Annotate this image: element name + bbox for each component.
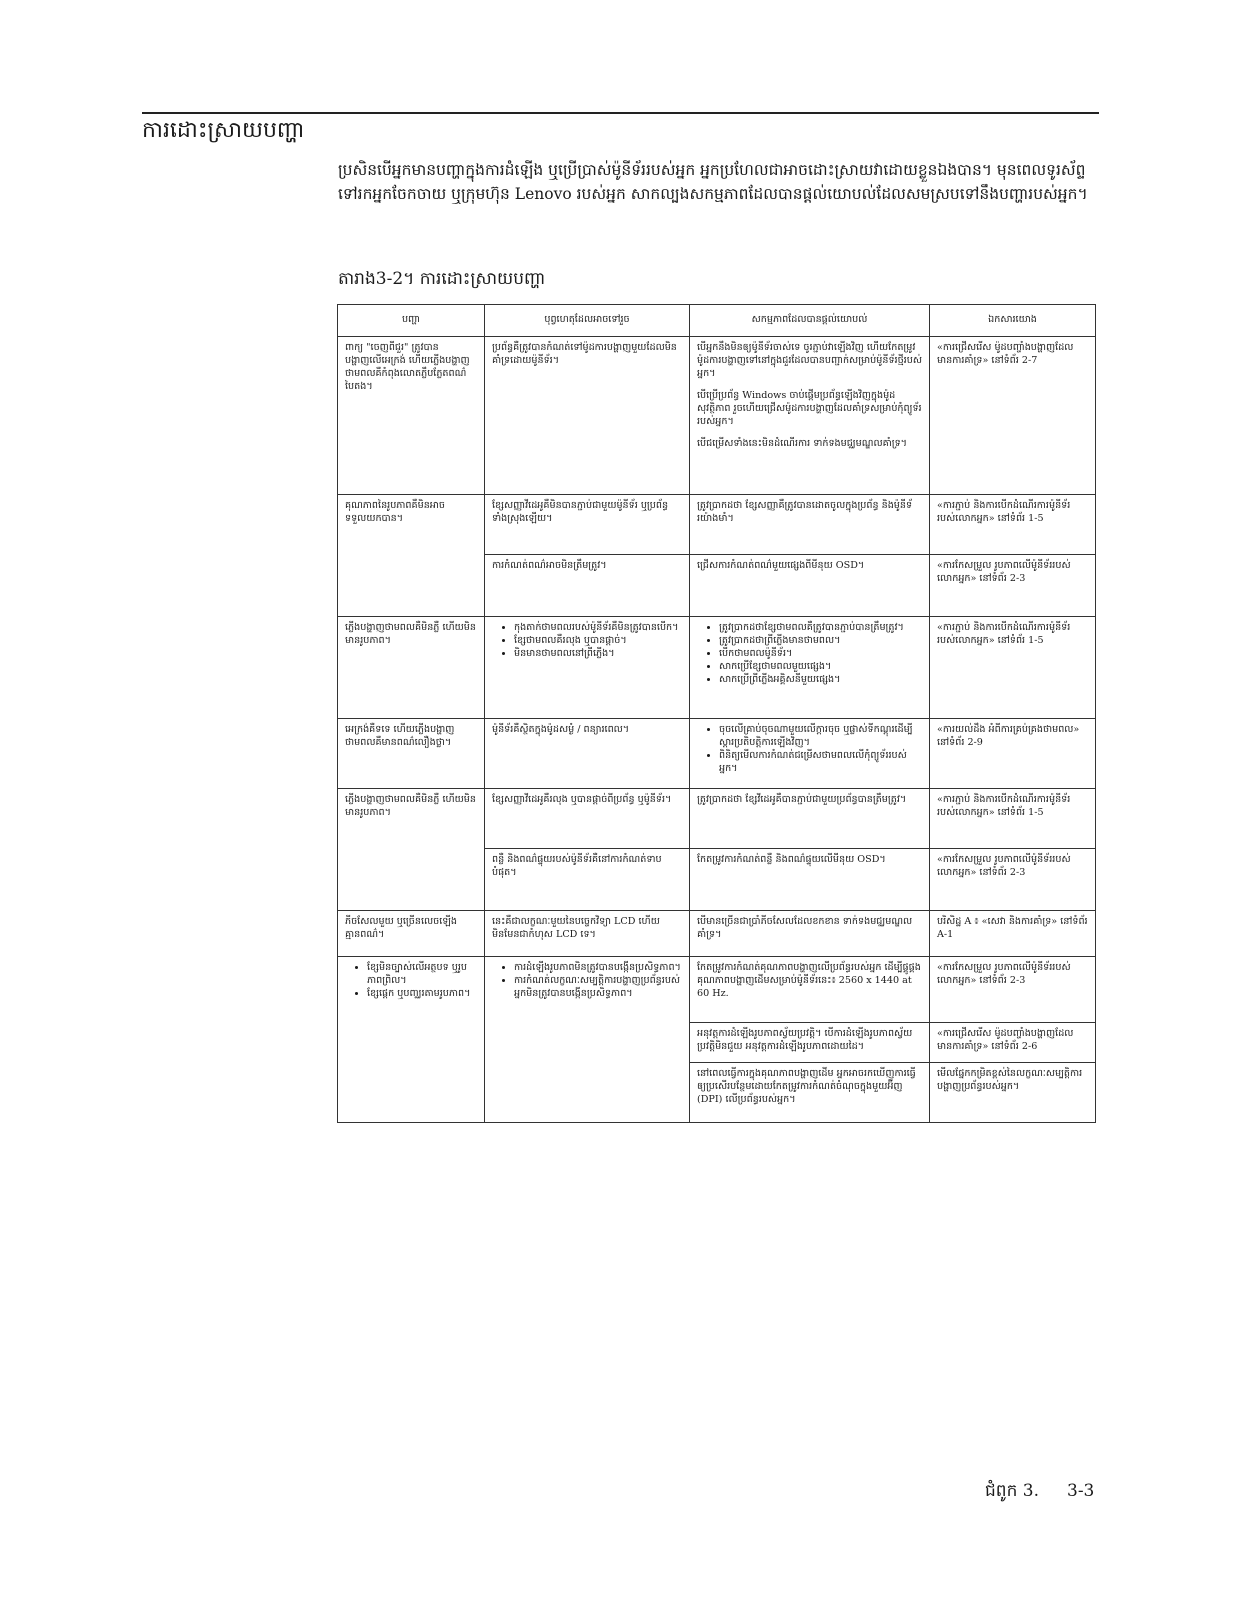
- action-bullet: • ត្រូវប្រាកដថាព្រីភ្លើងមានថាមពល។: [719, 635, 922, 648]
- problem-cell: ពាក្យ "ចេញពីជួរ" ត្រូវបានបង្ហាញលើអេក្រង់ ហើយភ្លើងបង្ហាញថាមពលគឺកំពុងលោតភ្លឹបភ្លែតពណ៌បៃតង។: [338, 336, 485, 494]
- reference-cell: មើលផ្នែកកម្រិតខ្ពស់នៃលក្ខណៈសម្បត្តិការបង្ហាញប្រព័ន្ធរបស់អ្នក។: [930, 1062, 1096, 1122]
- reference-cell: «ការកែសម្រួល រូបភាពលើម៉ូនីទ័ររបស់លោកអ្នក» នៅទំព័រ 2-3: [930, 554, 1096, 616]
- cause-cell: ម៉ូនីទ័រគឺស្ថិតក្នុងម៉ូដសម្ងំ / ពន្យារពេល។: [485, 718, 690, 788]
- reference-cell: «ការកែសម្រួល រូបភាពលើម៉ូនីទ័ររបស់លោកអ្នក» នៅទំព័រ 2-3: [930, 848, 1096, 910]
- reference-cell: «ការកែសម្រួល រូបភាពលើម៉ូនីទ័ររបស់លោកអ្នក» នៅទំព័រ 2-3: [930, 956, 1096, 1022]
- cause-cell: [485, 616, 690, 718]
- table-caption: តារាង3-2។ ការដោះស្រាយបញ្ហា: [338, 269, 546, 289]
- problem-bullet: • ខ្សែផ្តេក ឬបញ្ឈរតាមរូបភាព។: [367, 988, 477, 1001]
- action-text: បើអ្នកនឹងមិនឲ្យម៉ូនីទ័រចាស់ទេ ចូរភ្ជាប់វាឡើងវិញ ហើយកែតម្រូវម៉ូដការបង្ហាញទៅនៅក្នុងជួរដែលបានបញ្ជាក់សម្រាប់ម៉ូនីទ័រថ្មីរបស់អ្នក។: [697, 341, 922, 379]
- action-bullet: • បើកថាមពលម៉ូនីទ័រ។: [719, 648, 922, 661]
- action-bullet: • សាកប្រើខ្សែថាមពលមួយផ្សេង។: [719, 661, 922, 674]
- action-cell: បើមានច្រើនជាប្រាំភីចសែលដែលខកខាន ទាក់ទងមជ្ឈមណ្ឌលគាំទ្រ។: [690, 910, 930, 956]
- action-cell: ត្រូវប្រាកដថា ខ្សែសញ្ញាគឺត្រូវបានដោតចូលក្នុងប្រព័ន្ធ និងម៉ូនីទ័រយ៉ាងមាំ។: [690, 494, 930, 554]
- chapter-label: ជំពូក 3.: [985, 1481, 1039, 1501]
- top-rule: [142, 112, 1099, 114]
- page-footer: [985, 1480, 1094, 1505]
- problem-cell: [338, 956, 485, 1122]
- table-row: [338, 718, 1096, 788]
- cause-cell: ខ្សែសញ្ញាវីដេអូគឺមិនបានភ្ជាប់ជាមួយម៉ូនីទ័រ ឬប្រព័ន្ធទាំងស្រុងឡើយ។: [485, 494, 690, 554]
- problem-cell: ភីចសែលមួយ ឬច្រើនលេចឡើងគ្មានពណ៌។: [338, 910, 485, 956]
- table-row: [338, 616, 1096, 718]
- action-cell: [690, 616, 930, 718]
- cause-cell: ពន្លឺ និងពណ៌ផ្ទុយរបស់ម៉ូនីទ័រគឺនៅការកំណត់ទាបបំផុត។: [485, 848, 690, 910]
- header-cause: បុព្វហេតុដែលអាចទៅរួច: [485, 305, 690, 337]
- page-number: 3-3: [1067, 1481, 1095, 1501]
- action-cell: ជ្រើសការកំណត់ពណ៌មួយផ្សេងពីមីនុយ OSD។: [690, 554, 930, 616]
- cause-bullet: • កុងតាក់ថាមពលរបស់ម៉ូនីទ័រគឺមិនត្រូវបានបើក។: [514, 622, 682, 635]
- action-cell: កែតម្រូវការកំណត់ពន្លឺ និងពណ៌ផ្ទុយលើមីនុយ OSD។: [690, 848, 930, 910]
- action-cell: នៅពេលធ្វើការក្នុងគុណភាពបង្ហាញដើម អ្នកអាចរកឃើញការធ្វើឲ្យប្រសើរបន្ថែមដោយកែតម្រូវការកំណត់ចំណុចក្នុងមួយអ៊ីញ (DPI) លើប្រព័ន្ធរបស់អ្នក។: [690, 1062, 930, 1122]
- section-title: ការដោះស្រាយបញ្ហា: [142, 118, 305, 143]
- cause-bullet: • មិនមានថាមពលនៅព្រីភ្លើង។: [514, 648, 682, 661]
- reference-cell: «ការជ្រើសរើស ម៉ូដបញ្ចាំងបង្ហាញដែលមានការគាំទ្រ» នៅទំព័រ 2-7: [930, 336, 1096, 494]
- cause-bullet: • ការដំឡើងរូបភាពមិនត្រូវបានបង្កើនប្រសិទ្ធភាព។: [514, 962, 682, 975]
- action-cell: ត្រូវប្រាកដថា ខ្សែវីដេអូគឺបានភ្ជាប់ជាមួយប្រព័ន្ធបានត្រឹមត្រូវ។: [690, 788, 930, 848]
- table-row: [338, 494, 1096, 554]
- table-row: [338, 910, 1096, 956]
- action-cell: កែតម្រូវការកំណត់គុណភាពបង្ហាញលើប្រព័ន្ធរបស់អ្នក ដើម្បីផ្គូផ្គងគុណភាពបង្ហាញដើមសម្រាប់ម៉ូនីទ័រនេះ៖ 2560 x 1440 at 60 Hz.: [690, 956, 930, 1022]
- action-cell: អនុវត្តការដំឡើងរូបភាពស្វ័យប្រវត្តិ។ បើការដំឡើងរូបភាពស្វ័យប្រវត្តិមិនជួយ អនុវត្តការដំឡើងរូបភាពដោយដៃ។: [690, 1022, 930, 1062]
- problem-cell: អេក្រង់គឺទទេ ហើយភ្លើងបង្ហាញថាមពលគឺមានពណ៌លឿងថ្លា។: [338, 718, 485, 788]
- action-bullet: • សាកប្រើព្រីភ្លើងអគ្គិសនីមួយផ្សេង។: [719, 674, 922, 687]
- cause-cell: [485, 956, 690, 1122]
- cause-bullet: • ខ្សែថាមពលគឺរលុង ឬបានផ្តាច់។: [514, 635, 682, 648]
- table-header-row: [338, 305, 1096, 337]
- action-bullet: • ចុចលើគ្រាប់ចុចណាមួយលើក្តារចុច ឬផ្លាស់ទីកណ្តុរដើម្បីស្តារប្រតិបត្តិការឡើងវិញ។: [719, 724, 922, 750]
- reference-cell: បរិសិដ្ឋ A ៖ «សេវា និងការគាំទ្រ» នៅទំព័រ A-1: [930, 910, 1096, 956]
- reference-cell: «ការជ្រើសរើស ម៉ូដបញ្ចាំងបង្ហាញដែលមានការគាំទ្រ» នៅទំព័រ 2-6: [930, 1022, 1096, 1062]
- table-row: [338, 336, 1096, 494]
- action-cell: [690, 718, 930, 788]
- table-row: [338, 956, 1096, 1022]
- intro-paragraph: ប្រសិនបើអ្នកមានបញ្ហាក្នុងការដំឡើង ឬប្រើប្រាស់ម៉ូនីទ័ររបស់អ្នក អ្នកប្រហែលជាអាចដោះស្រាយវាដោយខ្លួនឯងបាន។ មុនពេលទូរស័ព្ទទៅរកអ្នកចែកចាយ ឬក្រុមហ៊ុន Lenovo របស់អ្នក សាកល្បងសកម្មភាពដែលបានផ្តល់យោបល់ដែលសមស្របទៅនឹងបញ្ហារបស់អ្នក។: [338, 161, 1088, 204]
- problem-cell: គុណភាពនៃរូបភាពគឺមិនអាចទទួលយកបាន។: [338, 494, 485, 616]
- header-reference: ឯកសារយោង: [930, 305, 1096, 337]
- action-cell: [690, 336, 930, 494]
- reference-cell: «ការយល់ដឹង អំពីការគ្រប់គ្រងថាមពល» នៅទំព័រ 2-9: [930, 718, 1096, 788]
- action-text: បើជម្រើសទាំងនេះមិនដំណើរការ ទាក់ទងមជ្ឈមណ្ឌលគាំទ្រ។: [697, 437, 908, 449]
- action-bullet: • ត្រូវប្រាកដថាខ្សែថាមពលគឺត្រូវបានភ្ជាប់បានត្រឹមត្រូវ។: [719, 622, 922, 635]
- reference-cell: «ការភ្ជាប់ និងការបើកដំណើរការម៉ូនីទ័ររបស់លោកអ្នក» នៅទំព័រ 1-5: [930, 494, 1096, 554]
- problem-cell: ភ្លើងបង្ហាញថាមពលគឺមិនភ្លឺ ហើយមិនមានរូបភាព។: [338, 616, 485, 718]
- header-problem: បញ្ហា: [338, 305, 485, 337]
- reference-cell: «ការភ្ជាប់ និងការបើកដំណើរការម៉ូនីទ័ររបស់លោកអ្នក» នៅទំព័រ 1-5: [930, 788, 1096, 848]
- table-row: [338, 788, 1096, 848]
- cause-cell: ប្រព័ន្ធគឺត្រូវបានកំណត់ទៅម៉ូដការបង្ហាញមួយដែលមិនគាំទ្រដោយម៉ូនីទ័រ។: [485, 336, 690, 494]
- cause-cell: ការកំណត់ពណ៌អាចមិនត្រឹមត្រូវ។: [485, 554, 690, 616]
- action-text: បើប្រើប្រព័ន្ធ Windows ចាប់ផ្តើមប្រព័ន្ធឡើងវិញក្នុងម៉ូដសុវត្ថិភាព រួចហើយជ្រើសម៉ូដការបង្ហាញដែលគាំទ្រសម្រាប់កុំព្យូទ័ររបស់អ្នក។: [697, 389, 922, 427]
- cause-cell: ខ្សែសញ្ញាវីដេអូគឺរលុង ឬបានផ្តាច់ពីប្រព័ន្ធ ឬម៉ូនីទ័រ។: [485, 788, 690, 848]
- cause-cell: នេះគឺជាលក្ខណៈមួយនៃបច្ចេកវិទ្យា LCD ហើយមិនមែនជាកំហុស LCD ទេ។: [485, 910, 690, 956]
- problem-bullet: • ខ្សែមិនច្បាស់លើអត្ថបទ ឬរូបភាពព្រិល។: [367, 962, 477, 988]
- cause-bullet: • ការកំណត់លក្ខណៈសម្បត្តិការបង្ហាញប្រព័ន្ធរបស់អ្នកមិនត្រូវបានបង្កើនប្រសិទ្ធភាព។: [514, 975, 682, 1001]
- header-action: សកម្មភាពដែលបានផ្តល់យោបល់: [690, 305, 930, 337]
- problem-cell: ភ្លើងបង្ហាញថាមពលគឺមិនភ្លឺ ហើយមិនមានរូបភាព។: [338, 788, 485, 910]
- reference-cell: «ការភ្ជាប់ និងការបើកដំណើរការម៉ូនីទ័ររបស់លោកអ្នក» នៅទំព័រ 1-5: [930, 616, 1096, 718]
- troubleshooting-table: [337, 304, 1096, 1123]
- action-bullet: • ពិនិត្យមើលការកំណត់ជម្រើសថាមពលលើកុំព្យូទ័ររបស់អ្នក។: [719, 750, 922, 776]
